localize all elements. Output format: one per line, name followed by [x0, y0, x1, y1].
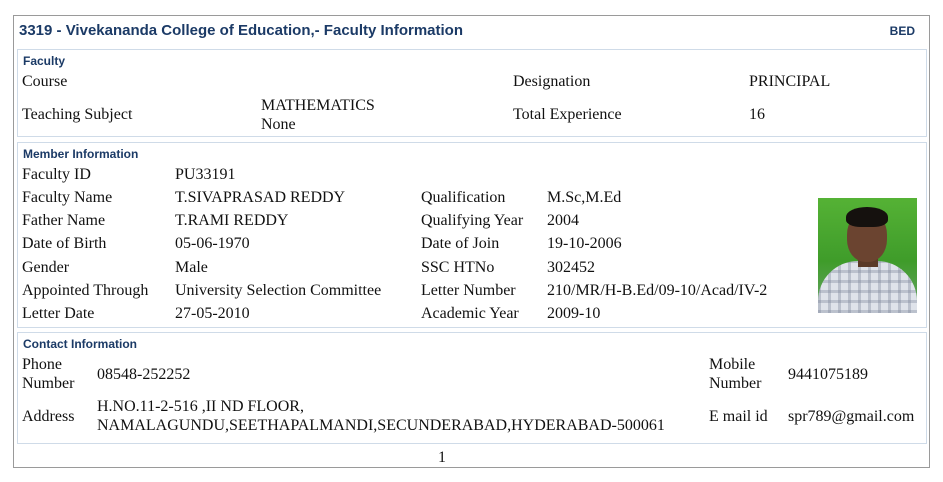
program-badge: BED	[889, 24, 915, 38]
address-line-1: H.NO.11-2-516 ,II ND FLOOR,	[97, 398, 304, 415]
mobile-label: Mobile	[709, 356, 756, 373]
faculty-id-label: Faculty ID	[22, 166, 91, 183]
academic-year-value: 2009-10	[547, 305, 601, 322]
faculty-name-label: Faculty Name	[22, 189, 113, 206]
page-title: 3319 - Vivekananda College of Education,- Faculty Information	[19, 22, 463, 39]
ssc-value: 302452	[547, 259, 595, 276]
date-of-join-value: 19-10-2006	[547, 235, 622, 252]
email-label: E mail id	[709, 408, 768, 425]
ssc-label: SSC HTNo	[421, 259, 495, 276]
mobile-label-2: Number	[709, 375, 762, 392]
teaching-subject-label: Teaching Subject	[22, 106, 133, 123]
mobile-value: 9441075189	[788, 366, 868, 383]
address-line-2: NAMALAGUNDU,SEETHAPALMANDI,SECUNDERABAD,HYDERABAD-500061	[97, 417, 665, 434]
faculty-heading: Faculty	[23, 54, 66, 68]
father-name-value: T.RAMI REDDY	[175, 212, 289, 229]
phone-label-2: Number	[22, 375, 75, 392]
faculty-section	[17, 49, 927, 137]
letter-date-label: Letter Date	[22, 305, 95, 322]
faculty-id-value: PU33191	[175, 166, 236, 183]
gender-value: Male	[175, 259, 208, 276]
designation-label: Designation	[513, 73, 591, 90]
email-value: spr789@gmail.com	[788, 408, 915, 425]
teaching-subject-value: MATHEMATICS	[261, 97, 375, 114]
qualifying-year-label: Qualifying Year	[421, 212, 524, 229]
dob-label: Date of Birth	[22, 235, 107, 252]
letter-date-value: 27-05-2010	[175, 305, 250, 322]
gender-label: Gender	[22, 259, 70, 276]
qualification-label: Qualification	[421, 189, 506, 206]
qualifying-year-value: 2004	[547, 212, 579, 229]
phone-label: Phone	[22, 356, 62, 373]
appointed-value: University Selection Committee	[175, 282, 382, 299]
faculty-name-value: T.SIVAPRASAD REDDY	[175, 189, 346, 206]
academic-year-label: Academic Year	[421, 305, 519, 322]
member-heading: Member Information	[23, 147, 139, 161]
total-experience-label: Total Experience	[513, 106, 622, 123]
contact-heading: Contact Information	[23, 337, 137, 351]
total-experience-value: 16	[749, 106, 765, 123]
phone-value: 08548-252252	[97, 366, 191, 383]
appointed-label: Appointed Through	[22, 282, 149, 299]
date-of-join-label: Date of Join	[421, 235, 500, 252]
father-name-label: Father Name	[22, 212, 106, 229]
address-label: Address	[22, 408, 75, 425]
faculty-photo	[818, 198, 917, 313]
letter-number-value: 210/MR/H-B.Ed/09-10/Acad/IV-2	[547, 282, 768, 299]
designation-value: PRINCIPAL	[749, 73, 831, 90]
dob-value: 05-06-1970	[175, 235, 250, 252]
course-label: Course	[22, 73, 68, 90]
letter-number-label: Letter Number	[421, 282, 516, 299]
teaching-subject-value-2: None	[261, 116, 296, 133]
page-number: 1	[438, 449, 446, 466]
qualification-value: M.Sc,M.Ed	[547, 189, 622, 206]
